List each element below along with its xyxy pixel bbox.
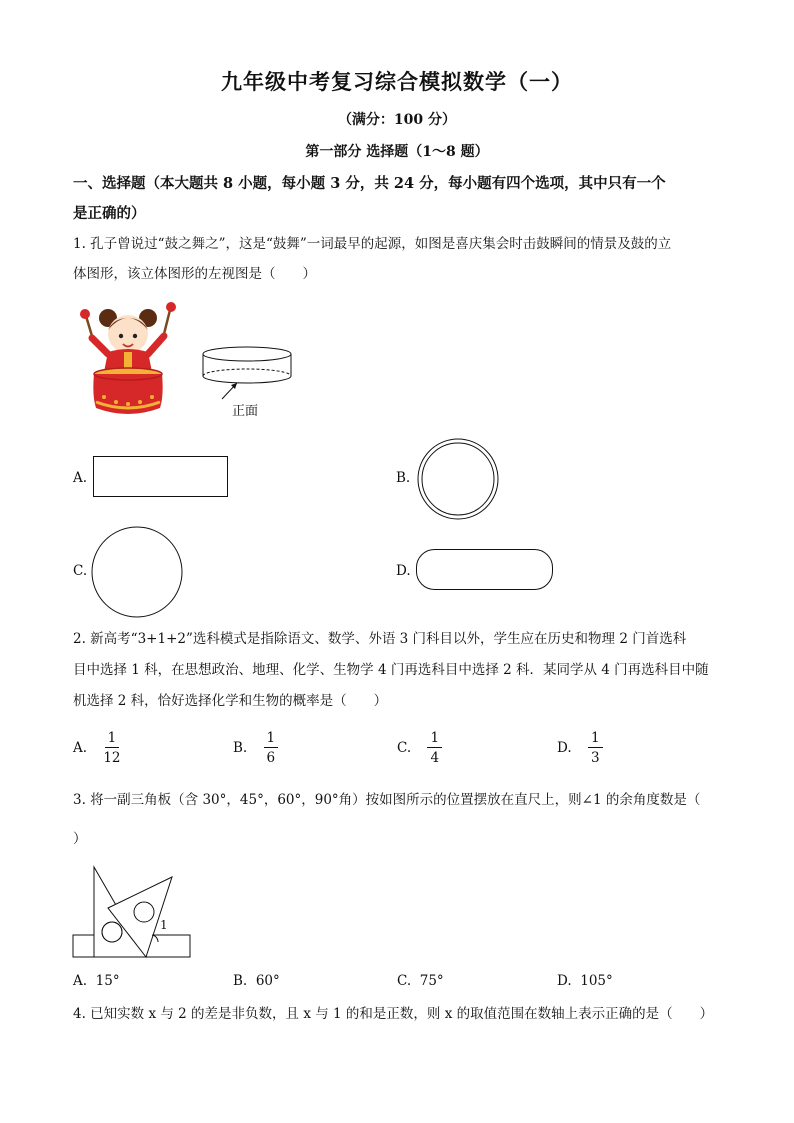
q1-option-d-rounded-rectangle[interactable]: [416, 549, 554, 591]
q3-option-b-value: 60°: [255, 973, 280, 989]
numerator: 1: [427, 729, 442, 748]
numerator: 1: [264, 729, 279, 748]
q2-option-b-label: B.: [233, 740, 248, 756]
denominator: 4: [430, 750, 440, 766]
q2-option-a-label: A.: [73, 740, 88, 756]
q3-option-a-value: 15°: [95, 973, 120, 989]
drum-girl-illustration: [72, 296, 187, 422]
q2-option-d-label: D.: [557, 740, 572, 756]
section-heading-line2: 是正确的）: [73, 205, 146, 222]
denominator: 12: [103, 750, 121, 766]
q2-text-line2: 目中选择 1 科，在思想政治、地理、化学、生物学 4 门再选科目中选择 2 科．某同学从 4 门再选科目中随: [73, 662, 709, 678]
q2-option-c-label: C.: [397, 740, 412, 756]
q1-text-line1: 1. 孔子曾说过“鼓之舞之”，这是“鼓舞”一词最早的起源，如图是喜庆集会时击鼓瞬间的情景及鼓的立: [73, 236, 672, 252]
q2-option-a-fraction: [103, 729, 120, 768]
q2-option-d-fraction: [588, 729, 603, 768]
section-heading-line1: 一、选择题（本大题共 8 小题，每小题 3 分，共 24 分，每小题有四个选项，其中只有一个: [73, 175, 666, 192]
angle-1-label: 1: [160, 918, 168, 932]
q2-text-line3: 机选择 2 科，恰好选择化学和生物的概率是（ ）: [73, 693, 388, 709]
q3-option-a-label: A.: [73, 973, 88, 989]
denominator: 3: [590, 750, 600, 766]
q1-option-b-double-circle[interactable]: [417, 438, 501, 522]
q1-option-b-label[interactable]: B.: [396, 470, 411, 486]
part-heading: 第一部分 选择题（1～8 题）: [305, 144, 489, 160]
q1-option-a-rectangle[interactable]: [93, 456, 229, 498]
q2-option-d[interactable]: [557, 729, 603, 768]
q2-option-a[interactable]: [73, 729, 121, 768]
numerator: 1: [105, 729, 120, 748]
q3-text-line2: ）: [73, 831, 87, 847]
q3-option-b-label: B.: [233, 973, 248, 989]
q1-option-c-circle[interactable]: [91, 526, 183, 618]
q1-option-c-label[interactable]: C.: [73, 563, 88, 579]
q2-option-c[interactable]: [397, 729, 442, 768]
q3-text-line1: 3. 将一副三角板（含 30°，45°，60°，90°角）按如图所示的位置摆放在直尺上，则∠1 的余角度数是（: [73, 792, 701, 808]
q3-option-d-label: D.: [557, 973, 572, 989]
q4-text-line1: 4. 已知实数 x 与 2 的差是非负数，且 x 与 1 的和是正数，则 x 的取值范围在数轴上表示正确的是（ ）: [73, 1006, 714, 1022]
q3-option-d-value: 105°: [580, 973, 613, 989]
q1-text-line2: 体图形，该立体图形的左视图是（ ）: [73, 266, 316, 282]
q2-option-b-fraction: [264, 729, 279, 768]
q3-option-c-value: 75°: [419, 973, 444, 989]
q2-option-b[interactable]: [233, 729, 278, 768]
q3-option-c-label: C.: [397, 973, 412, 989]
q2-text-line1: 2. 新高考“3+1+2”选科模式是指除语文、数学、外语 3 门科目以外，学生应在历史和物理 2 门首选科: [73, 631, 687, 647]
q1-option-a-label[interactable]: A.: [73, 470, 88, 486]
q3-option-d[interactable]: [557, 973, 613, 989]
q1-option-d-label[interactable]: D.: [396, 563, 411, 579]
q3-option-a[interactable]: [73, 973, 120, 989]
q3-option-b[interactable]: [233, 973, 280, 989]
page-title: 九年级中考复习综合模拟数学（一）: [221, 69, 573, 94]
denominator: 6: [266, 750, 276, 766]
score-note: （满分：100 分）: [337, 112, 457, 128]
front-label: 正面: [232, 404, 259, 419]
numerator: 1: [588, 729, 603, 748]
triangle-ruler-figure: [72, 864, 194, 960]
q2-option-c-fraction: [427, 729, 442, 768]
q3-option-c[interactable]: [397, 973, 444, 989]
